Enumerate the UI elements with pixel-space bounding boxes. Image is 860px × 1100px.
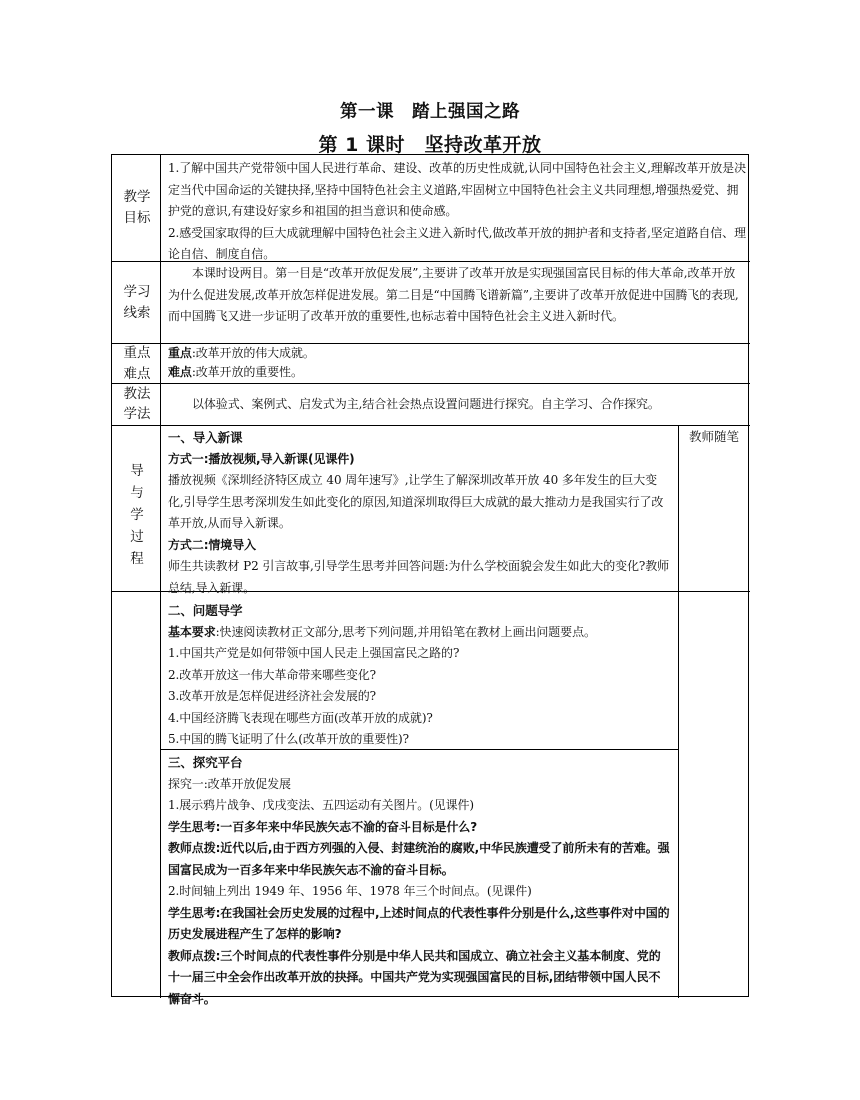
- difficult-point: 难点:改革开放的重要性。: [168, 365, 303, 379]
- intro-way2-text: 师生共读教材 P2 引言故事,引导学生思考并回答问题:为什么学校面貌会发生如此大的变化?教师总结,导入新课。: [168, 559, 670, 595]
- student-think: 学生思考:在我国社会历史发展的过程中,上述时间点的代表性事件分别是什么,这些事件对中国的历史发展进程产生了怎样的影响?: [168, 905, 670, 941]
- keypoints-label: 重点 难点: [123, 345, 151, 382]
- teacher-notes-header: 教师随笔: [688, 429, 739, 444]
- period-title: 第 1 课时 坚持改革开放: [318, 134, 542, 156]
- process-label: 导 与 学 过 程: [130, 463, 144, 567]
- keypoints-content: [168, 344, 746, 382]
- explore-section: [168, 752, 672, 1010]
- guide-question: 4.中国经济腾飞表现在哪些方面(改革开放的成就)?: [168, 710, 433, 725]
- teacher-point: 教师点拨:近代以后,由于西方列强的入侵、封建统治的腐败,中华民族遭受了前所未有的苦难。强国富民成为一百多年来中华民族矢志不渝的奋斗目标。: [168, 841, 670, 877]
- objectives-content: [168, 158, 746, 266]
- intro-way1-title: 方式一:播放视频,导入新课(见课件): [168, 451, 355, 466]
- explore-item: 2.时间轴上列出 1949 年、1956 年、1978 年三个时间点。(见课件): [168, 884, 532, 898]
- methods-label: 教法 学法: [123, 386, 151, 422]
- methods-content: 以体验式、案例式、启发式为主,结合社会热点设置问题进行探究。自主学习、合作探究。: [192, 397, 660, 411]
- intro-way1-text: 播放视频《深圳经济特区成立 40 周年速写》,让学生了解深圳改革开放 40 多年发生的巨大变化,引导学生思考深圳发生如此变化的原因,知道深圳取得巨大成就的最大推动力是我国实行了改革开放,从而导入新课。: [168, 473, 664, 530]
- intro-section: [168, 427, 672, 599]
- intro-heading: 一、导入新课: [168, 430, 243, 445]
- guide-question: 3.改革开放是怎样促进经济社会发展的?: [168, 689, 376, 703]
- explore-item: 1.展示鸦片战争、戊戌变法、五四运动有关图片。(见课件): [168, 798, 475, 812]
- objective-1: 1.了解中国共产党带领中国人民进行革命、建设、改革的历史性成就,认同中国特色社会主义,理解改革开放是决定当代中国命运的关键抉择,坚持中国特色社会主义道路,牢固树立中国特色社会主义共同理想,增强热爱党、拥护党的意识,有建设好家乡和祖国的担当意识和使命感。: [168, 161, 746, 218]
- thread-content: 本课时设两目。第一目是“改革开放促发展”,主要讲了改革开放是实现强国富民目标的伟大革命,改革开放为什么促进发展,改革开放怎样促进发展。第二目是“中国腾飞谱新篇”,主要讲了改革开放促进中国腾飞的表现,而中国腾飞又进一步证明了改革开放的重要性,也标志着中国特色社会主义进入新时代。: [168, 266, 739, 323]
- guide-requirement: 基本要求:快速阅读教材正文部分,思考下列问题,并用铅笔在教材上画出问题要点。: [168, 624, 596, 639]
- thread-label: 学习 线索: [123, 284, 151, 321]
- row-divider: [112, 425, 750, 426]
- explore-subheading: 探究一:改革开放促发展: [168, 776, 291, 791]
- key-point: 重点:改革开放的伟大成就。: [168, 346, 315, 360]
- student-think: 学生思考:一百多年来中华民族矢志不渝的奋斗目标是什么?: [168, 819, 478, 834]
- guide-question: 2.改革开放这一伟大革命带来哪些变化?: [168, 667, 376, 682]
- guide-question: 5.中国的腾飞证明了什么(改革开放的重要性)?: [168, 732, 409, 746]
- objective-2: 2.感受国家取得的巨大成就理解中国特色社会主义进入新时代,做改革开放的拥护者和支持者,坚定道路自信、理论自信、制度自信。: [168, 225, 746, 261]
- notes-column-divider: [678, 425, 679, 998]
- explore-heading: 三、探究平台: [168, 755, 243, 770]
- row-divider: [112, 383, 750, 384]
- objectives-label: 教学 目标: [123, 189, 151, 226]
- lesson-plan-table: [111, 154, 749, 1006]
- intro-way2-title: 方式二:情境导入: [168, 537, 256, 552]
- teacher-point: 教师点拨:三个时间点的代表性事件分别是中华人民共和国成立、确立社会主义基本制度、党的十一届三中全会作出改革开放的抉择。中国共产党为实现强国富民的目标,团结带领中国人民不懈奋斗。: [168, 948, 661, 1006]
- lesson-title: 第一课 踏上强国之路: [340, 102, 520, 122]
- guide-question: 1.中国共产党是如何带领中国人民走上强国富民之路的?: [168, 646, 460, 660]
- guide-heading: 二、问题导学: [168, 603, 243, 618]
- guide-section: [168, 600, 672, 751]
